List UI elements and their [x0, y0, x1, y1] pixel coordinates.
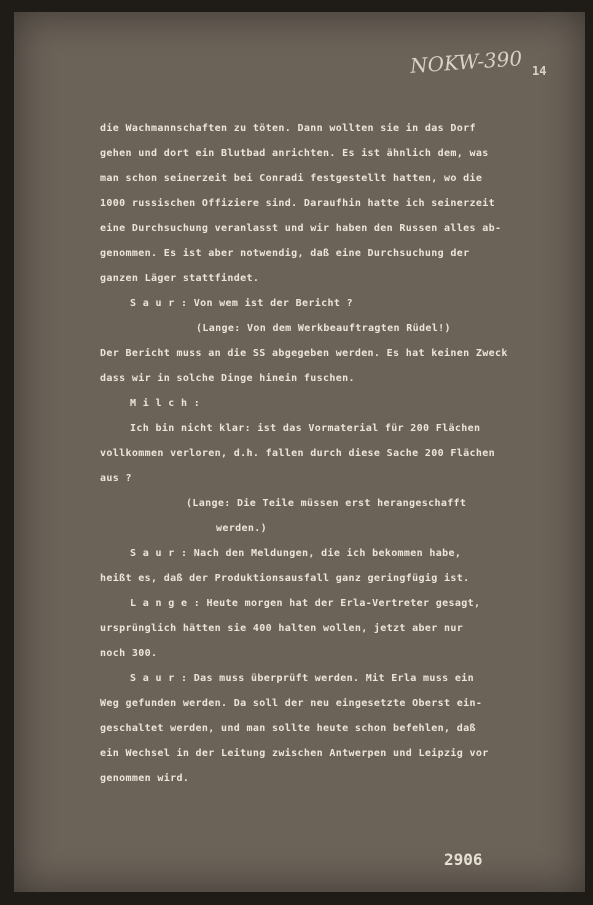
text-line: aus ? [100, 473, 132, 484]
text-line: die Wachmannschaften zu töten. Dann wollten sie in das Dorf [100, 123, 476, 134]
text-line: Der Bericht muss an die SS abgegeben werden. Es hat keinen Zweck [100, 348, 508, 359]
text-line: Ich bin nicht klar: ist das Vormaterial für 200 Flächen [130, 423, 481, 434]
text-line: vollkommen verloren, d.h. fallen durch diese Sache 200 Flächen [100, 448, 495, 459]
text-line: geschaltet werden, und man sollte heute schon befehlen, daß [100, 723, 476, 734]
text-line: ein Wechsel in der Leitung zwischen Antwerpen und Leipzig vor [100, 748, 489, 759]
text-line: heißt es, daß der Produktionsausfall ganz geringfügig ist. [100, 573, 470, 584]
text-line: werden.) [216, 523, 267, 534]
text-line: ganzen Läger stattfindet. [100, 273, 260, 284]
text-line: eine Durchsuchung veranlasst und wir haben den Russen alles ab- [100, 223, 502, 234]
typed-body-text [100, 116, 574, 791]
text-line: noch 300. [100, 648, 158, 659]
text-line: L a n g e : Heute morgen hat der Erla-Vertreter gesagt, [130, 598, 481, 609]
text-line: ursprünglich hätten sie 400 halten wollen, jetzt aber nur [100, 623, 464, 634]
text-line: genommen. Es ist aber notwendig, daß eine Durchsuchung der [100, 248, 470, 259]
document-page [14, 12, 585, 892]
text-line: (Lange: Die Teile müssen erst herangeschafft [186, 498, 467, 509]
footer-stamp-number: 2906 [444, 850, 483, 869]
text-line: S a u r : Das muss überprüft werden. Mit Erla muss ein [130, 673, 475, 684]
text-line: genommen wird. [100, 773, 190, 784]
text-line: S a u r : Nach den Meldungen, die ich bekommen habe, [130, 548, 462, 559]
page-number: 14 [532, 64, 547, 78]
text-line: (Lange: Von dem Werkbeauftragten Rüdel!) [196, 323, 451, 334]
text-line: S a u r : Von wem ist der Bericht ? [130, 298, 353, 309]
handwritten-document-code: NOKW-390 [409, 46, 523, 78]
text-line: Weg gefunden werden. Da soll der neu eingesetzte Oberst ein- [100, 698, 483, 709]
text-line: dass wir in solche Dinge hinein fuschen. [100, 373, 355, 384]
text-line: man schon seinerzeit bei Conradi festgestellt hatten, wo die [100, 173, 483, 184]
text-line: gehen und dort ein Blutbad anrichten. Es ist ähnlich dem, was [100, 148, 489, 159]
text-line: 1000 russischen Offiziere sind. Daraufhin hatte ich seinerzeit [100, 198, 495, 209]
text-line: M i l c h : [130, 398, 201, 409]
